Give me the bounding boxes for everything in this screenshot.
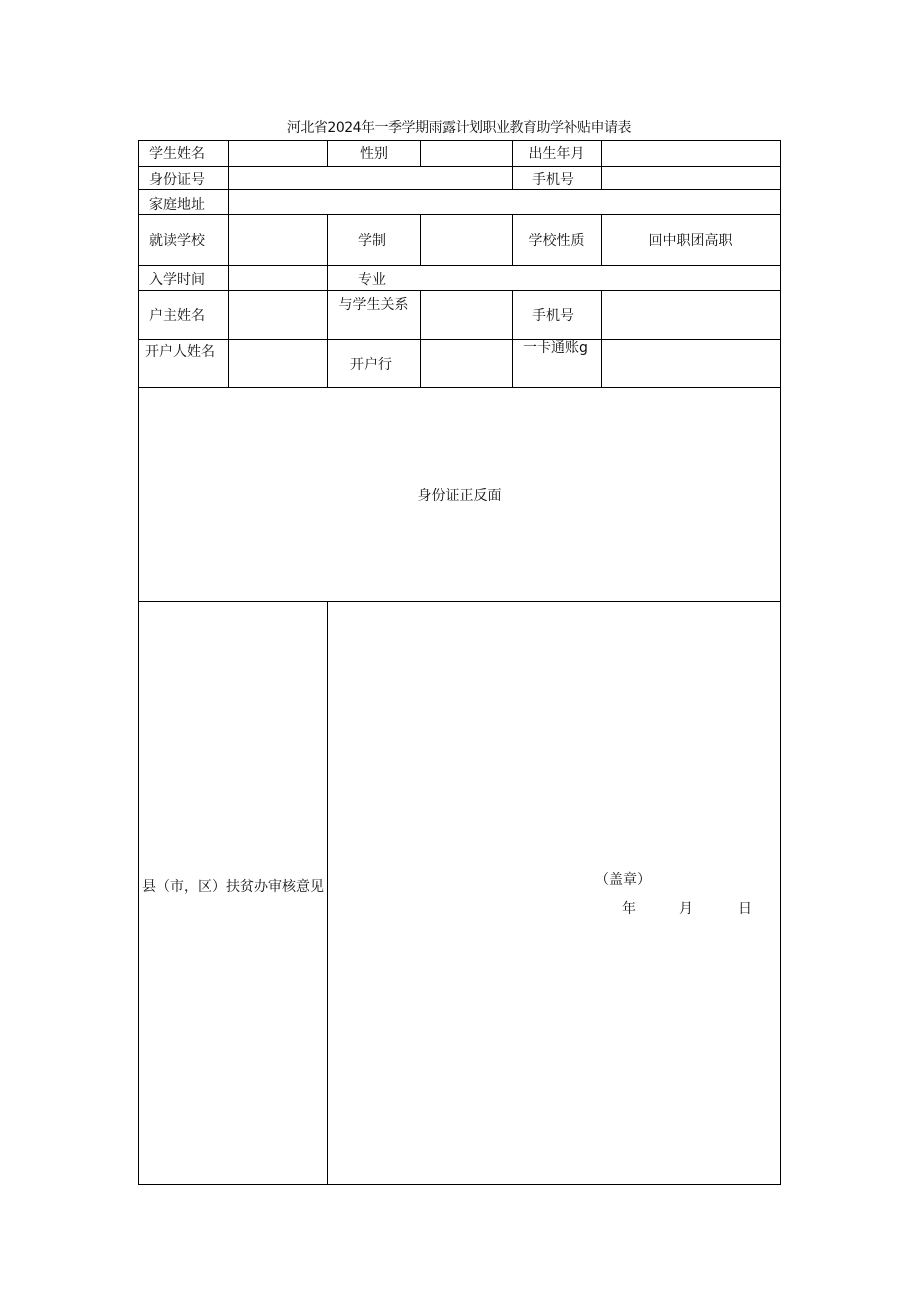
col-divider [327,141,328,166]
label-enroll-time: 入学时间 [149,272,205,288]
label-bank: 开户行 [350,357,392,373]
label-major: 专业 [358,272,386,288]
label-relation: 与学生关系 [338,297,409,313]
col-divider [601,290,602,387]
label-card-account: 一卡通账g [523,340,588,356]
label-home-address: 家庭地址 [149,197,205,213]
col-divider [601,141,602,189]
label-schooling-system: 学制 [358,233,386,249]
row-divider [139,290,780,291]
label-student-name: 学生姓名 [149,146,205,162]
col-divider [420,214,421,265]
col-divider [512,290,513,387]
id-card-photo-area: 身份证正反面 [417,488,502,504]
date-month: 月 [679,901,693,917]
label-householder-name: 户主姓名 [149,308,205,324]
col-divider [420,290,421,387]
label-gender: 性别 [360,146,388,162]
date-day: 日 [738,901,752,917]
col-divider [228,166,229,214]
application-form-table [138,140,781,1185]
row-divider [139,189,780,190]
label-account-name: 开户人姓名 [145,344,215,360]
label-phone: 手机号 [532,172,574,188]
row-divider [139,601,780,602]
date-year: 年 [622,901,636,917]
col-divider [420,141,421,166]
col-divider [228,141,229,166]
col-divider [228,214,229,387]
school-type-options: 回中职团高职 [648,233,733,249]
row-divider [139,214,780,215]
label-birth-month: 出生年月 [528,146,585,162]
label-school: 就读学校 [149,233,205,249]
label-review-opinion: 县（市，区）扶贫办审核意见 [142,879,324,895]
label-school-type: 学校性质 [528,233,585,249]
label-id-number: 身份证号 [149,172,205,188]
row-divider [139,339,780,340]
col-divider [327,601,328,1184]
row-divider [139,265,780,266]
row-divider [139,387,780,388]
form-title: 河北省2024年一季学期雨露计划职业教育助学补贴申请表 [286,120,632,136]
label-householder-phone: 手机号 [532,308,574,324]
seal-label: （盖章） [595,872,651,888]
row-divider [139,166,780,167]
